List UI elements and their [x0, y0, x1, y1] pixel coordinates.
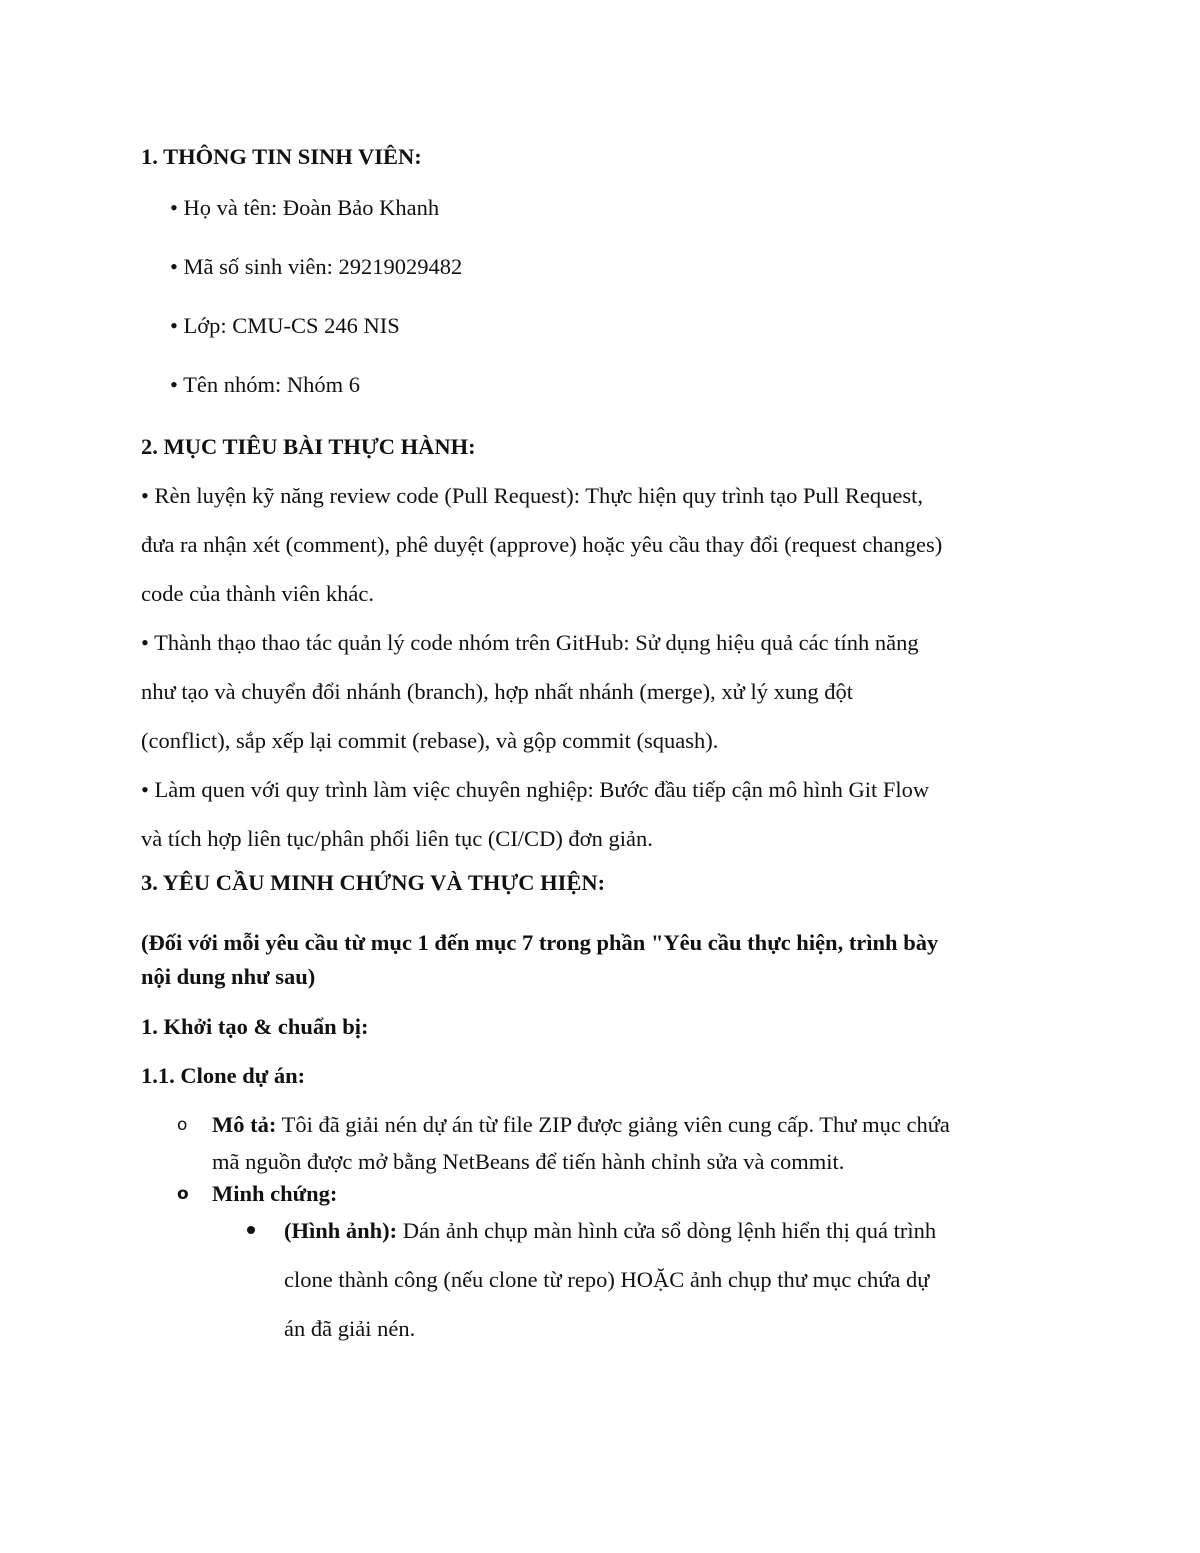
description-line [212, 1114, 950, 1137]
objective-line: code của thành viên khác. [141, 581, 375, 606]
instruction-note-line: (Đối với mỗi yêu cầu từ mục 1 đến mục 7 trong phần "Yêu cầu thực hiện, trình bày [141, 930, 939, 955]
instruction-note-line: nội dung như sau) [141, 964, 316, 989]
subsection-1-1-heading: 1.1. Clone dự án: [141, 1063, 306, 1088]
class-item: • Lớp: CMU-CS 246 NIS [170, 313, 400, 338]
objective-line: và tích hợp liên tục/phân phối liên tục (CI/CD) đơn giản. [141, 826, 653, 851]
student-name-item: • Họ và tên: Đoàn Bảo Khanh [170, 195, 440, 220]
objective-line: đưa ra nhận xét (comment), phê duyệt (approve) hoặc yêu cầu thay đổi (request changes) [141, 532, 943, 557]
objective-line: • Rèn luyện kỹ năng review code (Pull Request): Thực hiện quy trình tạo Pull Request, [141, 483, 924, 508]
bullet-dot [247, 1226, 255, 1234]
image-instruction-text: Dán ảnh chụp màn hình cửa sổ dòng lệnh hiển thị quá trình [397, 1218, 937, 1243]
image-instruction-line: án đã giải nén. [284, 1316, 416, 1341]
list-marker-o: o [177, 1184, 189, 1204]
student-id-item: • Mã số sinh viên: 29219029482 [170, 254, 463, 279]
description-text: Tôi đã giải nén dự án từ file ZIP được giảng viên cung cấp. Thư mục chứa [276, 1112, 950, 1137]
objective-line: • Làm quen với quy trình làm việc chuyên nghiệp: Bước đầu tiếp cận mô hình Git Flow [141, 777, 930, 802]
description-line: mã nguồn được mở bằng NetBeans để tiến hành chỉnh sửa và commit. [212, 1149, 845, 1174]
section-3-heading: 3. YÊU CẦU MINH CHỨNG VÀ THỰC HIỆN: [141, 870, 606, 895]
image-instruction-line [284, 1220, 936, 1243]
section-2-heading: 2. MỤC TIÊU BÀI THỰC HÀNH: [141, 434, 476, 459]
objective-line: (conflict), sắp xếp lại commit (rebase), và gộp commit (squash). [141, 728, 719, 753]
section-1-heading: 1. THÔNG TIN SINH VIÊN: [141, 144, 422, 169]
image-label: (Hình ảnh): [284, 1218, 398, 1243]
evidence-label: Minh chứng: [212, 1181, 338, 1206]
objective-line: • Thành thạo thao tác quản lý code nhóm trên GitHub: Sử dụng hiệu quả các tính năng [141, 630, 919, 655]
image-instruction-line: clone thành công (nếu clone từ repo) HOẶC ảnh chụp thư mục chứa dự [284, 1267, 930, 1292]
group-item: • Tên nhóm: Nhóm 6 [170, 372, 360, 397]
description-label: Mô tả: [212, 1112, 277, 1137]
list-marker-o: o [177, 1115, 188, 1135]
objective-line: như tạo và chuyển đổi nhánh (branch), hợp nhất nhánh (merge), xử lý xung đột [141, 679, 853, 704]
subsection-1-heading: 1. Khởi tạo & chuẩn bị: [141, 1014, 369, 1039]
